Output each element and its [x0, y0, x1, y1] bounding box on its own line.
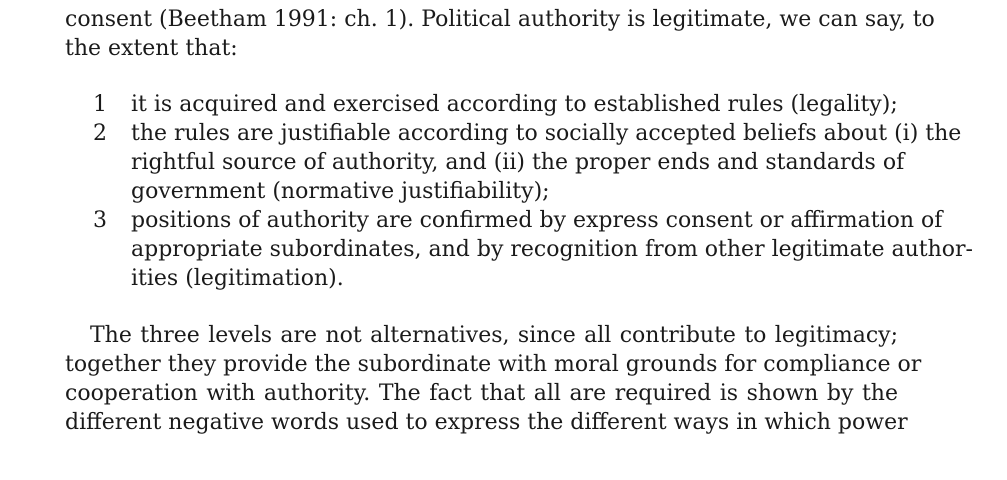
list-item-line: rightful source of authority, and (ii) the proper ends and standards of	[131, 150, 905, 175]
list-item-line: government (normative justifiability);	[131, 179, 550, 204]
list-item-number: 1	[93, 92, 107, 117]
paragraph-line-3: cooperation with authority. The fact that all are required is shown by the	[65, 381, 898, 406]
cut-off-text-line	[65, 0, 898, 3]
intro-line-2: the extent that:	[65, 36, 238, 61]
list-item-line: positions of authority are confirmed by express consent or affirmation of	[131, 208, 943, 233]
paragraph-line-2: together they provide the subordinate with moral grounds for compliance or	[65, 352, 922, 377]
paragraph-line-1: The three levels are not alternatives, since all contribute to legitimacy;	[90, 323, 898, 348]
list-item-line: it is acquired and exercised according to established rules (legality);	[131, 92, 898, 117]
paragraph-line-4: different negative words used to express the different ways in which power	[65, 410, 908, 435]
list-item-line: ities (legitimation).	[131, 266, 344, 291]
list-item-line: appropriate subordinates, and by recognition from other legitimate author-	[131, 237, 973, 262]
list-item-line: the rules are justifiable according to socially accepted beliefs about (i) the	[131, 121, 962, 146]
intro-line-1: consent (Beetham 1991: ch. 1). Political authority is legitimate, we can say, to	[65, 7, 935, 32]
list-item-number: 3	[93, 208, 107, 233]
list-item-number: 2	[93, 121, 107, 146]
